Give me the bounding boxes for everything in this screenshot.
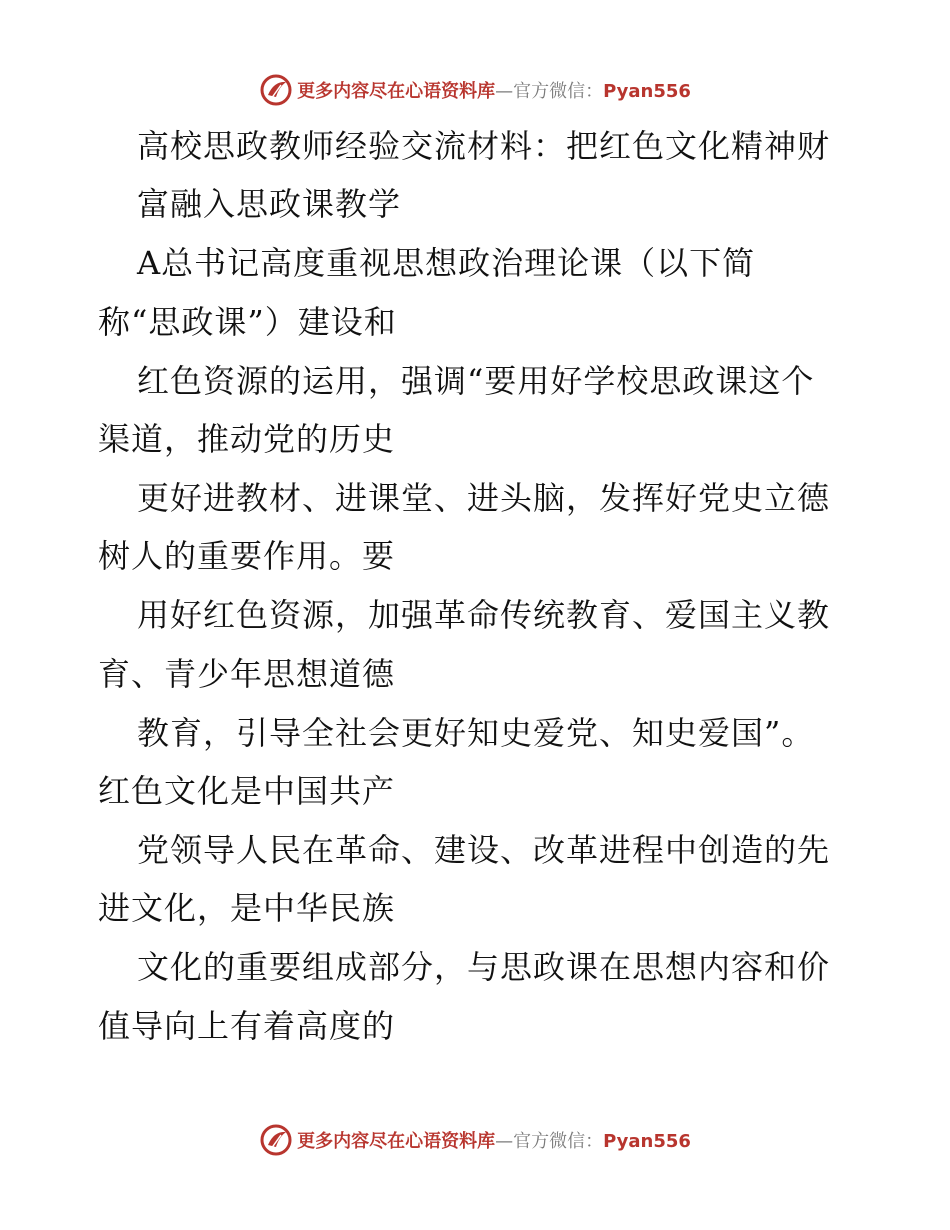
watermark-wechat-id: Pyan556: [603, 1131, 691, 1152]
doc-line-6: 渠道，推动党的历史: [98, 420, 396, 458]
doc-line-16: 值导向上有着高度的: [98, 1007, 396, 1045]
brand-logo-icon: [259, 73, 293, 107]
watermark-separator: —: [495, 1131, 514, 1152]
watermark-text: [297, 1127, 691, 1153]
doc-line-4: 称“思政课”）建设和: [98, 303, 397, 341]
doc-line-8: 树人的重要作用。要: [98, 537, 396, 575]
doc-line-5: 红色资源的运用，强调“要用好学校思政课这个: [137, 362, 815, 400]
doc-line-2: 富融入思政课教学: [137, 185, 402, 223]
doc-line-1: 高校思政教师经验交流材料：把红色文化精神财: [137, 127, 831, 165]
doc-line-10: 育、青少年思想道德: [98, 655, 396, 693]
doc-line-11: 教育，引导全社会更好知史爱党、知史爱国”。: [137, 714, 815, 752]
doc-line-13: 党领导人民在革命、建设、改革进程中创造的先: [137, 831, 831, 869]
doc-line-7: 更好进教材、进课堂、进头脑，发挥好党史立德: [137, 479, 831, 517]
doc-line-9: 用好红色资源，加强革命传统教育、爱国主义教: [137, 596, 831, 634]
doc-line-3: A总书记高度重视思想政治理论课（以下简: [137, 244, 756, 282]
header-watermark: [0, 70, 950, 110]
watermark-wechat-label: 官方微信：: [513, 81, 604, 102]
doc-line-12: 红色文化是中国共产: [98, 772, 396, 810]
watermark-site-text: 更多内容尽在心语资料库: [297, 81, 496, 102]
watermark-wechat-label: 官方微信：: [513, 1131, 604, 1152]
brand-logo-icon: [259, 1123, 293, 1157]
doc-line-15: 文化的重要组成部分，与思政课在思想内容和价: [137, 948, 831, 986]
doc-line-14: 进文化，是中华民族: [98, 889, 396, 927]
watermark-wechat-id: Pyan556: [603, 81, 691, 102]
watermark-separator: —: [495, 81, 514, 102]
watermark-text: [297, 77, 691, 103]
footer-watermark: [0, 1120, 950, 1160]
watermark-site-text: 更多内容尽在心语资料库: [297, 1131, 496, 1152]
